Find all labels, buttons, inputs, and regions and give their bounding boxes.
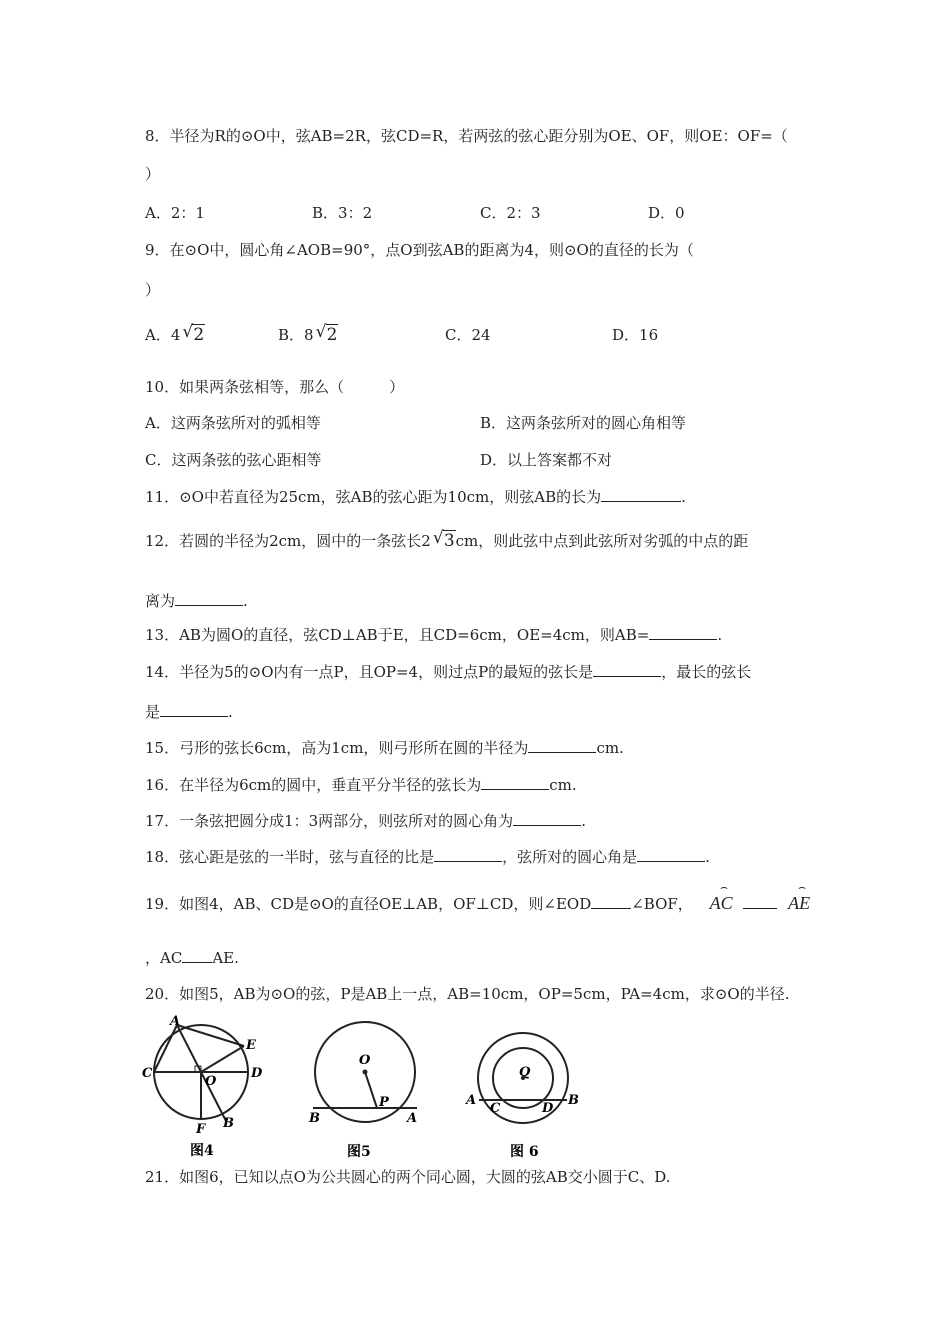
- q11: 11．⊙O中若直径为25cm，弦AB的弦心距为10cm，则弦AB的长为 .: [145, 488, 686, 506]
- answer-blank[interactable]: [649, 624, 717, 640]
- fig5-segment-op: [365, 1072, 377, 1108]
- arc-ae: ⌢ AE: [788, 880, 811, 913]
- q10-option-b: B．这两条弦所对的圆心角相等: [480, 414, 687, 432]
- fig5-label: O: [359, 1053, 371, 1068]
- answer-blank[interactable]: [743, 893, 777, 909]
- fig6-caption: 图 6: [510, 1144, 539, 1160]
- fig4-label: O: [205, 1074, 217, 1089]
- q10-option-a: A．这两条弦所对的弧相等: [145, 414, 321, 432]
- fig5-label: P: [379, 1095, 389, 1110]
- q15: 15．弓形的弦长6cm，高为1cm，则弓形所在圆的半径为 cm.: [145, 739, 624, 757]
- answer-blank[interactable]: [528, 737, 596, 753]
- answer-blank[interactable]: [481, 774, 549, 790]
- fig4-label: F: [196, 1122, 206, 1137]
- q17: 17．一条弦把圆分成1：3两部分，则弦所对的圆心角为 .: [145, 812, 586, 830]
- q10-stem: 10．如果两条弦相等，那么（ ）: [145, 378, 405, 396]
- fig5-label: A: [407, 1111, 418, 1126]
- q8-option-b: B．3：2: [312, 204, 373, 222]
- answer-blank[interactable]: [513, 810, 581, 826]
- q9-option-c: C．24: [445, 326, 491, 344]
- q9-line2: ）: [145, 281, 161, 299]
- answer-blank[interactable]: [175, 590, 243, 606]
- q8-option-d: D．0: [648, 204, 685, 222]
- fig6-label: Q: [519, 1065, 531, 1080]
- q8-option-c: C．2：3: [480, 204, 541, 222]
- q12-line1: 12．若圆的半径为2cm，圆中的一条弦长2 √ 3cm，则此弦中点到此弦所对劣弧的中点的距: [145, 528, 749, 551]
- fig4-label: A: [170, 1015, 181, 1029]
- fig6-label: A: [466, 1093, 477, 1108]
- q14-line1: 14．半径为5的⊙O内有一点P，且OP=4，则过点P的最短的弦长是 ，最长的弦长: [145, 663, 752, 681]
- q9-option-a: A．4 √ 2: [145, 322, 205, 345]
- fig5-center-point: [363, 1070, 368, 1075]
- figure-4: [140, 1015, 270, 1161]
- sqrt-symbol: √ 2: [315, 322, 338, 345]
- answer-blank[interactable]: [637, 846, 705, 862]
- q10-option-c: C．这两条弦的弦心距相等: [145, 451, 322, 469]
- figure-5: [305, 1020, 430, 1161]
- q14-line2: 是 .: [145, 703, 233, 721]
- q8-line2: ）: [145, 165, 161, 183]
- fig6-label: C: [490, 1101, 501, 1116]
- sqrt-symbol: √ 3: [432, 528, 455, 551]
- fig4-label: E: [246, 1038, 256, 1053]
- fig5-caption: 图5: [347, 1144, 371, 1160]
- q8-option-a: A．2：1: [145, 204, 205, 222]
- answer-blank[interactable]: [591, 893, 631, 909]
- fig4-segment-oe: [201, 1046, 244, 1072]
- fig4-caption: 图4: [190, 1143, 214, 1159]
- q12-line2: 离为 .: [145, 592, 248, 610]
- answer-blank[interactable]: [182, 947, 212, 963]
- q18: 18．弦心距是弦的一半时，弦与直径的比是 ，弦所对的圆心角是 .: [145, 848, 710, 866]
- q19-line1: 19．如图4，AB、CD是⊙O的直径OE⊥AB，OF⊥CD，则∠EOD ∠BOF， ⌢ AC ⌢ AE: [145, 880, 811, 913]
- q21: 21．如图6，已知以点O为公共圆心的两个同心圆，大圆的弦AB交小圆于C、D.: [145, 1168, 671, 1186]
- answer-blank[interactable]: [434, 846, 502, 862]
- fig4-label: B: [223, 1116, 234, 1131]
- q9-option-b: B．8 √ 2: [278, 322, 338, 345]
- q10-option-d: D．以上答案都不对: [480, 451, 613, 469]
- q20: 20．如图5，AB为⊙O的弦，P是AB上一点，AB=10cm，OP=5cm，PA=4cm，求⊙O的半径.: [145, 985, 790, 1003]
- fig6-label: D: [542, 1101, 554, 1116]
- answer-blank[interactable]: [593, 661, 661, 677]
- figure-6: [462, 1020, 587, 1161]
- q9-line1: 9．在⊙O中，圆心角∠AOB=90°，点O到弦AB的距离为4，则⊙O的直径的长为（: [145, 241, 694, 259]
- q13: 13．AB为圆O的直径，弦CD⊥AB于E，且CD=6cm，OE=4cm，则AB= .: [145, 626, 723, 644]
- q16: 16．在半径为6cm的圆中，垂直平分半径的弦长为 cm.: [145, 776, 577, 794]
- q19-line2: ，AC AE.: [145, 949, 239, 967]
- fig4-label: C: [142, 1066, 153, 1081]
- fig4-chord-ac: [154, 1025, 177, 1072]
- fig6-label: B: [568, 1093, 579, 1108]
- fig5-label: B: [309, 1111, 320, 1126]
- answer-blank[interactable]: [160, 701, 228, 717]
- arc-ac: ⌢ AC: [709, 880, 733, 913]
- q9-option-d: D．16: [612, 326, 659, 344]
- answer-blank[interactable]: [601, 486, 681, 502]
- sqrt-symbol: √ 2: [182, 322, 205, 345]
- q8-line1: 8．半径为R的⊙O中，弦AB=2R，弦CD=R，若两弦的弦心距分别为OE、OF，则OE：OF=（: [145, 127, 788, 145]
- fig4-label: D: [251, 1066, 263, 1081]
